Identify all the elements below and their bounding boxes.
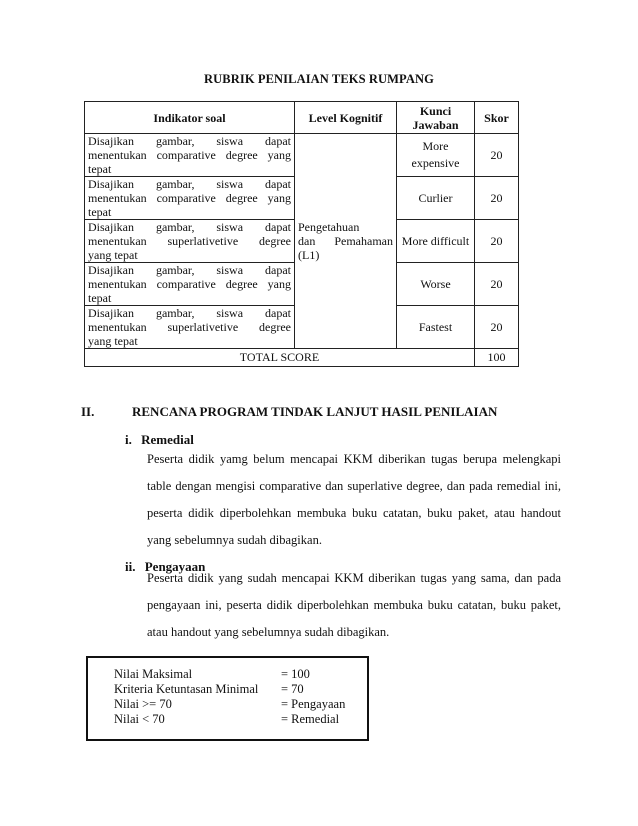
paragraph-line: Peserta didik yamg belum mencapai KKM diberikan tugas berupa melengkapi: [147, 452, 561, 466]
header-kunci: [397, 102, 475, 134]
kunci-cell: Fastest: [397, 306, 475, 349]
indikator-line: menentukan superlativetive degree: [88, 320, 291, 334]
paragraph-line: peserta didik diperbolehkan membuka buku catatan, buku paket, atau handout: [147, 506, 561, 520]
skor-cell: 20: [475, 177, 519, 220]
document-title: RUBRIK PENILAIAN TEKS RUMPANG: [204, 72, 434, 86]
paragraph-line: pengayaan ini, peserta didik diperbolehkan membuka buku catatan, buku paket,: [147, 598, 561, 612]
section-title: RENCANA PROGRAM TINDAK LANJUT HASIL PENILAIAN: [132, 404, 498, 419]
criteria-label: Nilai < 70: [114, 712, 165, 726]
kunci-cell: [397, 134, 475, 177]
criteria-value: = 70: [281, 682, 304, 696]
total-row: [85, 349, 519, 367]
skor-cell: 20: [475, 220, 519, 263]
indikator-cell: [85, 134, 295, 177]
indikator-cell: [85, 220, 295, 263]
indikator-line: Disajikan gambar, siswa dapat: [88, 220, 291, 234]
subsection-number: i.: [125, 432, 132, 447]
paragraph-line: atau handout yang sebelumnya sudah dibagikan.: [147, 625, 390, 639]
indikator-line: Disajikan gambar, siswa dapat: [88, 306, 291, 320]
indikator-cell: [85, 263, 295, 306]
subsection-label: Remedial: [141, 432, 194, 447]
total-label: TOTAL SCORE: [85, 349, 475, 367]
criteria-label: Kriteria Ketuntasan Minimal: [114, 682, 259, 696]
level-line: Pengetahuan: [298, 220, 360, 234]
paragraph-line: table dengan mengisi comparative dan superlative degree, dan pada remedial ini,: [147, 479, 561, 493]
criteria-value: = 100: [281, 667, 310, 681]
table-header-row: [85, 102, 519, 134]
rubric-table: [84, 101, 519, 367]
indikator-cell: [85, 306, 295, 349]
kunci-cell: More difficult: [397, 220, 475, 263]
section-number: II.: [81, 404, 95, 419]
indikator-cell: [85, 177, 295, 220]
indikator-line: Disajikan gambar, siswa dapat: [88, 134, 291, 148]
kunci-cell: Curlier: [397, 177, 475, 220]
indikator-line: tepat: [88, 162, 112, 176]
criteria-label: Nilai Maksimal: [114, 667, 193, 681]
paragraph-line: yang sebelumnya sudah dibagikan.: [147, 533, 322, 547]
subsection-label: Pengayaan: [144, 559, 206, 574]
kunci-cell: Worse: [397, 263, 475, 306]
criteria-value: = Pengayaan: [281, 697, 346, 711]
subsection-number: ii.: [125, 559, 136, 574]
indikator-line: menentukan superlativetive degree: [88, 234, 291, 248]
indikator-line: yang tepat: [88, 248, 138, 262]
paragraph-line: Peserta didik yang sudah mencapai KKM diberikan tugas yang sama, dan pada: [147, 571, 561, 585]
table-row: [85, 134, 519, 177]
header-skor: Skor: [475, 102, 519, 134]
indikator-line: menentukan comparative degree yang: [88, 277, 291, 291]
criteria-box: [86, 656, 369, 741]
skor-cell: 20: [475, 263, 519, 306]
indikator-line: tepat: [88, 291, 112, 305]
indikator-line: menentukan comparative degree yang: [88, 191, 291, 205]
indikator-line: Disajikan gambar, siswa dapat: [88, 177, 291, 191]
indikator-line: Disajikan gambar, siswa dapat: [88, 263, 291, 277]
level-line: dan Pemahaman: [298, 234, 393, 248]
kunci-line2: expensive: [411, 156, 460, 170]
criteria-value: = Remedial: [281, 712, 340, 726]
level-line: (L1): [298, 248, 320, 262]
header-indikator: Indikator soal: [85, 102, 295, 134]
kunci-line1: More: [422, 139, 449, 153]
total-value: 100: [475, 349, 519, 367]
criteria-label: Nilai >= 70: [114, 697, 172, 711]
skor-cell: 20: [475, 306, 519, 349]
header-kunci-line2: Jawaban: [412, 117, 459, 132]
remedial-paragraph: [147, 446, 561, 554]
pengayaan-paragraph: [147, 565, 561, 646]
indikator-line: tepat: [88, 205, 112, 219]
indikator-line: yang tepat: [88, 334, 138, 348]
level-cell: [295, 134, 397, 349]
indikator-line: menentukan comparative degree yang: [88, 148, 291, 162]
skor-cell: 20: [475, 134, 519, 177]
header-kunci-line1: Kunci: [419, 103, 452, 118]
header-level: Level Kognitif: [295, 102, 397, 134]
